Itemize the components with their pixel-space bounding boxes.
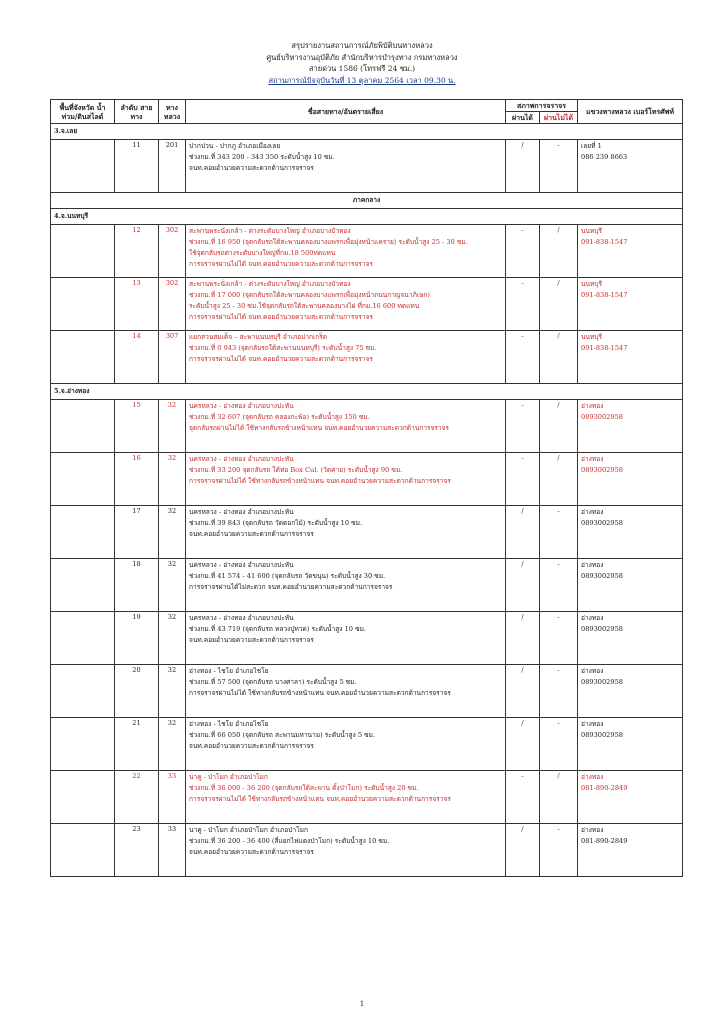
phone-number: 086 239 8663 [581,153,628,161]
area-cell [51,718,115,771]
contact-cell [578,559,683,612]
phone-number: 0893002958 [581,572,623,580]
passable-cell: - [506,771,540,824]
route-detail-line: นาคู - ป่าโมก อำเภอป่าโมก [189,773,268,781]
col-status-header: สภาพการจราจร [506,100,578,112]
col-passable-header: ผ่านได้ [506,112,540,124]
route-detail-line: อ่างทอง - ไชโย อำเภอไชโย [189,667,269,675]
phone-number: 0893002958 [581,731,623,739]
route-detail-line: อ่างทอง - ไชโย อำเภอไชโย [189,720,269,728]
route-cell: 32 [159,665,186,718]
route-detail-line: นาคู - ป่าโมก อำเภอป่าโมก อำเภอป่าโมก [189,826,308,834]
district-office: อ่างทอง [581,402,604,410]
order-cell: 12 [115,225,159,278]
passable-cell: / [506,140,540,193]
phone-number: 081-890-2849 [581,837,628,845]
route-detail-line: นครหลวง - อ่างทอง อำเภอบางปะหัน [189,455,294,463]
area-cell [51,331,115,384]
route-name-cell [186,453,506,506]
route-cell: 302 [159,225,186,278]
order-cell: 23 [115,824,159,877]
header-situation-date: สถานการณ์ปัจจุบันวันที่ 13 ตุลาคม 2564 เวลา 09.30 น. [268,75,456,85]
section-title: 5.จ.อ่างทอง [51,384,683,400]
district-office: อ่างทอง [581,773,604,781]
col-name-header: ชื่อสายทาง/อันตรายเสี่ยง [186,100,506,124]
table-row [51,453,683,506]
impassable-cell: / [540,225,578,278]
route-cell: 32 [159,612,186,665]
route-detail-line: การจราจรผ่านไม่ได้ ใช้ทางกลับรถข้างหน้าแทน จนท.คอยอำนวยความสะดวกด้านการจราจร [189,795,451,803]
passable-cell: / [506,612,540,665]
contact-cell [578,140,683,193]
area-cell [51,140,115,193]
col-route-header: ทาง หลวง [159,100,186,124]
route-detail-line: ช่วงกม.ที่ 57 500 (จุดกลับรถ บางศาลา) ระดับน้ำสูง 5 ซม. [189,678,357,686]
route-cell: 32 [159,718,186,771]
route-name-cell [186,771,506,824]
order-cell: 17 [115,506,159,559]
passable-cell: / [506,559,540,612]
impassable-cell: / [540,453,578,506]
area-cell [51,225,115,278]
section-title: 4.จ.นนทบุรี [51,209,683,225]
route-detail-line: การจราจรผ่านไม่ได้ ใช้ทางกลับรถข้างหน้าแทน จนท.คอยอำนวยความสะดวกด้านการจราจร [189,477,451,485]
contact-cell [578,278,683,331]
col-order-header: ลำดับ สายทาง [115,100,159,124]
table-row [51,824,683,877]
route-detail-line: ช่วงกม.ที่ 32 607 (จุดกลับรถ คลองกะพ้อ) ระดับน้ำสูง 150 ซม. [189,413,370,421]
passable-cell: - [506,331,540,384]
order-cell: 16 [115,453,159,506]
contact-cell [578,824,683,877]
area-cell [51,665,115,718]
impassable-cell: / [540,331,578,384]
area-cell [51,506,115,559]
area-cell [51,559,115,612]
route-detail-line: จนท.คอยอำนวยความสะดวกด้านการจราจร [189,742,314,750]
route-detail-line: นครหลวง - อ่างทอง อำเภอบางปะหัน [189,614,294,622]
route-detail-line: จนท.คอยอำนวยความสะดวกด้านการจราจร [189,636,314,644]
report-header [0,40,724,86]
route-detail-line: จนท.คอยอำนวยความสะดวกด้านการจราจร [189,530,314,538]
order-cell: 20 [115,665,159,718]
situation-table [50,99,683,877]
route-name-cell [186,225,506,278]
route-detail-line: ช่วงกม.ที่ 36 200 - 36 400 (สี่แยกไฟแดงป่าโมก) ระดับน้ำสูง 10 ซม. [189,837,390,845]
impassable-cell: - [540,718,578,771]
phone-number: 091-838-1547 [581,344,628,352]
table-row [51,400,683,453]
phone-number: 091-838-1547 [581,238,628,246]
section-title: ภาคกลาง [51,193,683,209]
route-name-cell [186,331,506,384]
impassable-cell: - [540,559,578,612]
route-detail-line: ช่วงกม.ที่ 41 574 - 41 600 (จุดกลับรถ วัดขนุน) ระดับน้ำสูง 30 ซม. [189,572,386,580]
table-row [51,612,683,665]
table-row [51,278,683,331]
route-detail-line: ช่วงกม.ที่ 343 200 - 343 350 ระดับน้ำสูง 10 ซม. [189,153,335,161]
district-office: อ่างทอง [581,561,604,569]
order-cell: 15 [115,400,159,453]
route-detail-line: ช่วงกม.ที่ 33 200 จุดกลับรถ ใต้ท่อ Box Cul. (วัดค่าย) ระดับน้ำสูง 90 ซม. [189,466,403,474]
route-detail-line: จนท.คอยอำนวยความสะดวกด้านการจราจร [189,848,314,856]
passable-cell: - [506,453,540,506]
page-number: 1 [359,1000,365,1008]
phone-number: 0893002958 [581,625,623,633]
contact-cell [578,665,683,718]
contact-cell [578,506,683,559]
table-row [51,665,683,718]
route-name-cell [186,140,506,193]
impassable-cell: - [540,506,578,559]
route-detail-line: ช่วงกม.ที่ 66 050 (จุดกลับรถ สะพานมหานาม) ระดับน้ำสูง 5 ซม. [189,731,376,739]
header-office: ศูนย์บริหารงานอุบัติภัย สำนักบริหารบำรุงทาง กรมทางหลวง [266,52,458,62]
header-hotline: สายด่วน 1586 (โทรฟรี 24 ชม.) [308,64,416,73]
area-cell [51,824,115,877]
section-row [51,193,683,209]
table-row [51,140,683,193]
area-cell [51,771,115,824]
phone-number: 081-890-2849 [581,784,628,792]
impassable-cell: / [540,278,578,331]
route-name-cell [186,612,506,665]
impassable-cell: - [540,824,578,877]
route-name-cell [186,718,506,771]
contact-cell [578,612,683,665]
section-row [51,124,683,140]
passable-cell: / [506,824,540,877]
passable-cell: - [506,278,540,331]
route-cell: 302 [159,278,186,331]
route-cell: 32 [159,506,186,559]
route-detail-line: การจราจรผ่านได้ไม่สะดวก จนท.คอยอำนวยความสะดวกด้านการจราจร [189,583,393,591]
order-cell: 18 [115,559,159,612]
table-body [51,124,683,877]
section-row [51,384,683,400]
table-row [51,331,683,384]
order-cell: 22 [115,771,159,824]
route-detail-line: การจราจรผ่านไม่ได้ ใช้ทางกลับรถข้างหน้าแทน จนท.คอยอำนวยความสะดวกด้านการจราจร [189,689,451,697]
route-detail-line: ช่วงกม.ที่ 16 950 (จุดกลับรถใต้สะพานคลองบางแพรกเพื่อมุ่งหน้าแคราย) ระดับน้ำสูง 25 - 30 ซม. [189,238,468,246]
route-detail-line: ช่วงกม.ที่ 39 843 (จุดกลับรถ วัดดอกไม้) ระดับน้ำสูง 10 ซม. [189,519,363,527]
contact-cell [578,771,683,824]
impassable-cell: - [540,665,578,718]
route-cell: 201 [159,140,186,193]
district-office: อ่างทอง [581,826,604,834]
phone-number: 0893002958 [581,466,623,474]
route-detail-line: การจราจรผ่านไม่ได้ จนท.คอยอำนวยความสะดวกด้านการจราจร [189,313,373,321]
impassable-cell: - [540,140,578,193]
header-title: สรุปรายงานสถานการณ์ภัยพิบัติบนทางหลวง [291,41,433,50]
contact-cell [578,453,683,506]
route-detail-line: ระดับน้ำสูง 25 - 30 ซม.ใช้จุดกลับรถใต้สะพานคลองบางไผ่ ที่กม.16 600 ทดแทน [189,302,420,310]
district-office: อ่างทอง [581,455,604,463]
area-cell [51,278,115,331]
col-contact-header: แขวงทางหลวง เบอร์โทรศัพท์ [578,100,683,124]
route-detail-line: จนท.คอยอำนวยความสะดวกด้านการจราจร [189,164,314,172]
col-area-header: พื้นที่จังหวัด น้ำท่วม/ดินสไลด์ [51,100,115,124]
district-office: อ่างทอง [581,614,604,622]
impassable-cell: - [540,612,578,665]
table-row [51,771,683,824]
area-cell [51,612,115,665]
district-office: นนทบุรี [581,227,603,235]
area-cell [51,400,115,453]
route-cell: 32 [159,559,186,612]
route-detail-line: ปากปวน - ปากภู อำเภอเมืองเลย [189,142,281,150]
route-cell: 307 [159,331,186,384]
district-office: นนทบุรี [581,333,603,341]
route-detail-line: นครหลวง - อ่างทอง อำเภอบางปะหัน [189,561,294,569]
section-row [51,209,683,225]
route-name-cell [186,824,506,877]
route-detail-line: การจราจรผ่านไม่ได้ จนท.คอยอำนวยความสะดวกด้านการจราจร [189,355,373,363]
route-detail-line: สะพานพระนั่งเกล้า - ต่างระดับบางใหญ่ อำเภอบางบัวทอง [189,227,351,235]
impassable-cell: / [540,771,578,824]
order-cell: 14 [115,331,159,384]
contact-cell [578,718,683,771]
route-detail-line: นครหลวง - อ่างทอง อำเภอบางปะหัน [189,402,294,410]
phone-number: 0893002958 [581,678,623,686]
phone-number: 0893002958 [581,413,623,421]
phone-number: 091-838-1547 [581,291,628,299]
route-name-cell [186,506,506,559]
route-cell: 33 [159,771,186,824]
area-cell [51,453,115,506]
route-detail-line: ใช้จุดกลับรถต่างระดับบางใหญ่ที่กม.18 500ทดแทน [189,249,336,257]
route-detail-line: ช่วงกม.ที่ 0 943 (จุดกลับรถใต้สะพานนนทบุรี) ระดับน้ำสูง 75 ซม. [189,344,377,352]
route-name-cell [186,559,506,612]
route-name-cell [186,400,506,453]
contact-cell [578,400,683,453]
order-cell: 19 [115,612,159,665]
passable-cell: / [506,718,540,771]
order-cell: 21 [115,718,159,771]
phone-number: 0893002958 [581,519,623,527]
passable-cell: - [506,225,540,278]
table-row [51,506,683,559]
route-cell: 32 [159,453,186,506]
route-name-cell [186,665,506,718]
route-cell: 33 [159,824,186,877]
table-row [51,559,683,612]
contact-cell [578,225,683,278]
district-office: อ่างทอง [581,508,604,516]
route-name-cell [186,278,506,331]
district-office: อ่างทอง [581,667,604,675]
impassable-cell: / [540,400,578,453]
route-detail-line: การจราจรผ่านไม่ได้ จนท.คอยอำนวยความสะดวกด้านการจราจร [189,260,373,268]
table-row [51,718,683,771]
route-cell: 32 [159,400,186,453]
contact-cell [578,331,683,384]
route-detail-line: สะพานพระนั่งเกล้า - ต่างระดับบางใหญ่ อำเภอบางบัวทอง [189,280,351,288]
passable-cell: / [506,506,540,559]
passable-cell: / [506,665,540,718]
district-office: นนทบุรี [581,280,603,288]
route-detail-line: แยกสวนสมเด็จ – สะพานนนทบุรี อำเภอปากเกร็ด [189,333,328,341]
table-row [51,225,683,278]
route-detail-line: ช่วงกม.ที่ 43 719 (จุดกลับรถ หลวงปู่ทวด) ระดับน้ำสูง 10 ซม. [189,625,367,633]
district-office: เลยที่ 1 [581,142,602,150]
order-cell: 13 [115,278,159,331]
passable-cell: - [506,400,540,453]
col-impassable-header: ผ่านไม่ได้ [540,112,578,124]
route-detail-line: จุดกลับรถผ่านไม่ได้ ใช้ทางกลับรถข้างหน้าแทน จนท.คอยอำนวยความสะดวกด้านการจราจร [189,424,449,432]
route-detail-line: ช่วงกม.ที่ 17 000 (จุดกลับรถใต้สะพานคลองบางแพรกเพื่อมุ่งหน้าถนนกาญจนาภิเษก) [189,291,430,299]
route-detail-line: นครหลวง - อ่างทอง อำเภอบางปะหัน [189,508,294,516]
route-detail-line: ช่วงกม.ที่ 36 000 - 36 200 (จุดกลับรถใต้สะพาน ตั้งป่าโมก) ระดับน้ำสูง 20 ซม. [189,784,419,792]
section-title: 3.จ.เลย [51,124,683,140]
order-cell: 11 [115,140,159,193]
district-office: อ่างทอง [581,720,604,728]
